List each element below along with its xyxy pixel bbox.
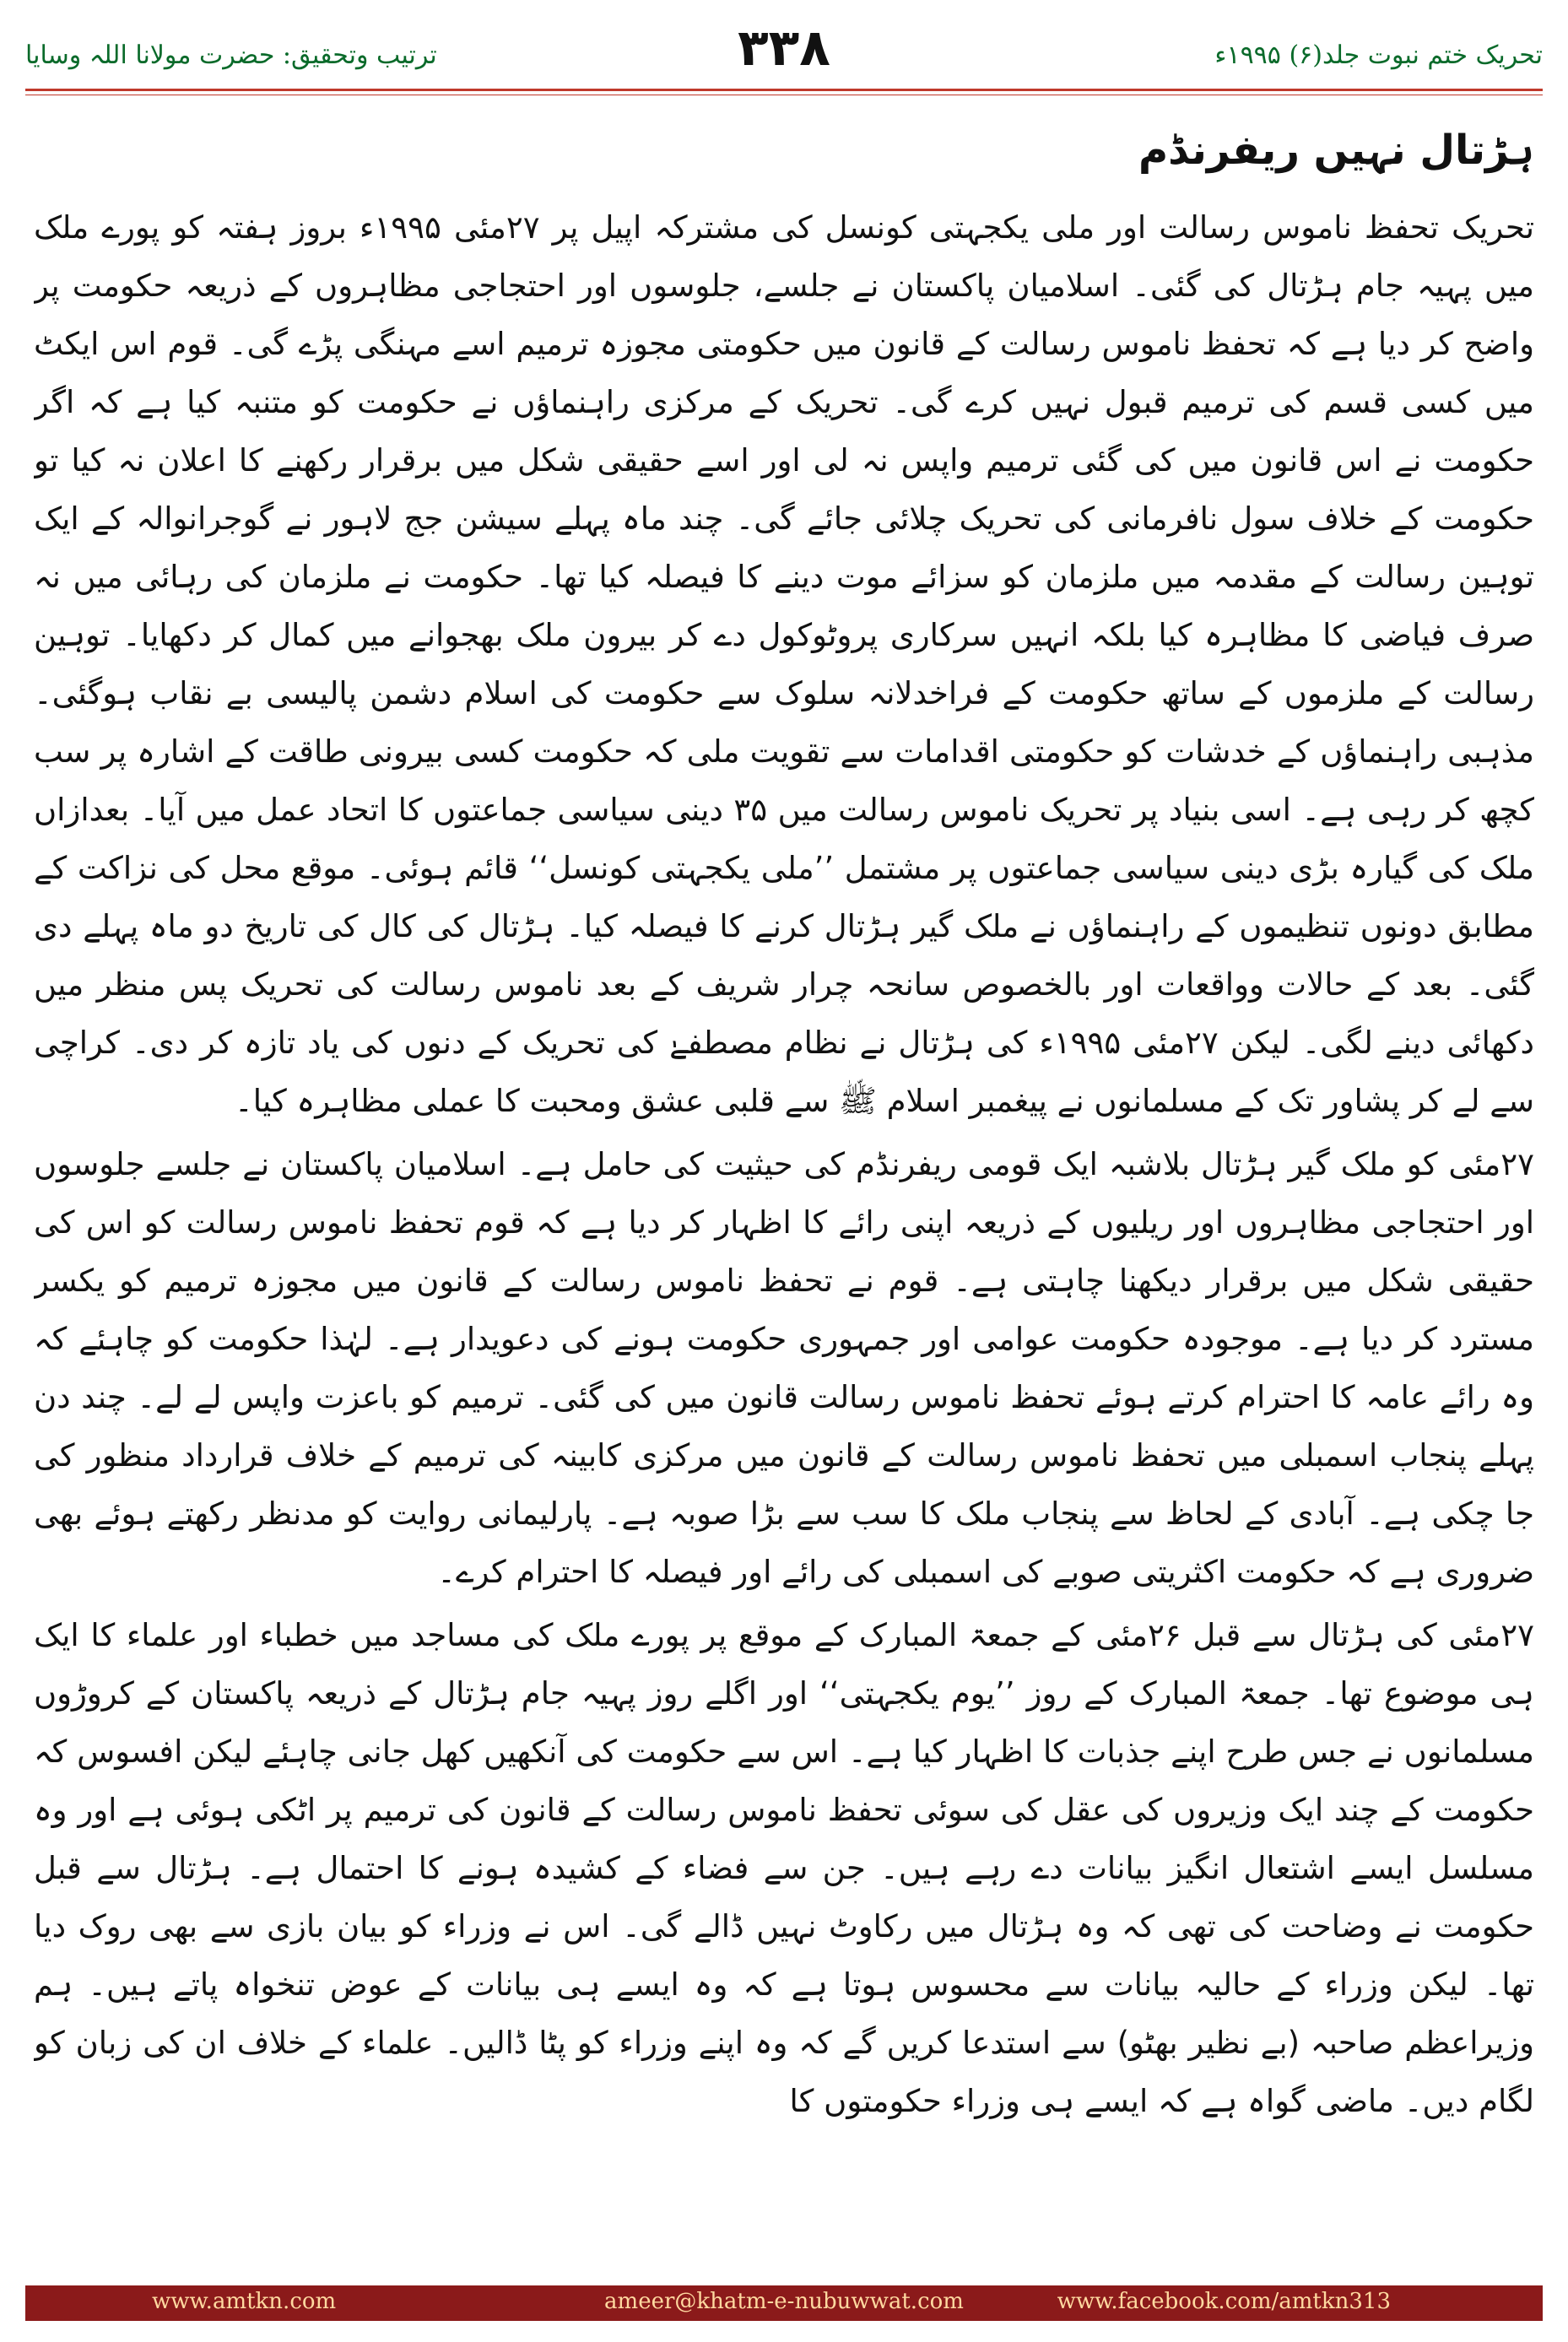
page-footer [25, 2285, 1543, 2321]
paragraph: ۲۷مئی کی ہڑتال سے قبل ۲۶مئی کے جمعۃ المبارک کے موقع پر پورے ملک کی مساجد میں خطباء اور علماء کا ایک ہی موضوع تھا۔ جمعۃ المبارک کے روز ’’یوم یکجہتی‘‘ اور اگلے روز پہیہ جام ہڑتال کے ذریعہ پاکستان کے کروڑوں مسلمانوں نے جس طرح اپنے جذبات کا اظہار کیا ہے۔ اس سے حکومت کی آنکھیں کھل جانی چاہئے لیکن افسوس کہ حکومت کے چند ایک وزیروں کی عقل کی سوئی تحفظ ناموس رسالت کے قانون کی ترمیم پر اٹکی ہوئی ہے اور وہ مسلسل ایسے اشتعال انگیز بیانات دے رہے ہیں۔ جن سے فضاء کے کشیدہ ہونے کا احتمال ہے۔ ہڑتال سے قبل حکومت نے وضاحت کی تھی کہ وہ ہڑتال میں رکاوٹ نہیں ڈالے گی۔ اس نے وزراء کو بیان بازی سے بھی روک دیا تھا۔ لیکن وزراء کے حالیہ بیانات سے محسوس ہوتا ہے کہ وہ ایسے ہی بیانات کے عوض تنخواہ پاتے ہیں۔ ہم وزیراعظم صاحبہ (بے نظیر بھٹو) سے استدعا کریں گے کہ وہ اپنے وزراء کو پٹا ڈالیں۔ علماء کے خلاف ان کی زبان کو لگام دیں۔ ماضی گواہ ہے کہ ایسے ہی وزراء حکومتوں کا [34, 1617, 1534, 2119]
book-title: تحریک ختم نبوت جلد(۶) ۱۹۹۵ء [1214, 41, 1543, 70]
email-link[interactable]: ameer@khatm-e-nubuwwat.com [604, 2289, 964, 2314]
website-link[interactable]: www.amtkn.com [152, 2289, 337, 2314]
article-body [34, 198, 1534, 2190]
compiler-credit: ترتیب وتحقیق: حضرت مولانا اللہ وسایا [25, 41, 437, 70]
page-header [25, 17, 1543, 84]
paragraph: ۲۷مئی کو ملک گیر ہڑتال بلاشبہ ایک قومی ریفرنڈم کی حیثیت کی حامل ہے۔ اسلامیان پاکستان نے جلسے جلوسوں اور احتجاجی مظاہروں اور ریلیوں کے ذریعہ اپنی رائے کا اظہار کر دیا ہے کہ قوم تحفظ ناموس رسالت کو اس کی حقیقی شکل میں برقرار دیکھنا چاہتی ہے۔ قوم نے تحفظ ناموس رسالت کے قانون میں مجوزہ ترمیم کو یکسر مسترد کر دیا ہے۔ موجودہ حکومت عوامی اور جمہوری حکومت ہونے کی دعویدار ہے۔ لہٰذا حکومت کو چاہئے کہ وہ رائے عامہ کا احترام کرتے ہوئے تحفظ ناموس رسالت قانون میں کی گئی۔ ترمیم کو باعزت واپس لے لے۔ چند دن پہلے پنجاب اسمبلی میں تحفظ ناموس رسالت کے قانون میں مرکزی کابینہ کی ترمیم کے خلاف قرارداد منظور کی جا چکی ہے۔ آبادی کے لحاظ سے پنجاب ملک کا سب سے بڑا صوبہ ہے۔ پارلیمانی روایت کو مدنظر رکھتے ہوئے بھی ضروری ہے کہ حکومت اکثریتی صوبے کی اسمبلی کی رائے اور فیصلہ کا احترام کرے۔ [34, 1146, 1534, 1590]
article-title: ہڑتال نہیں ریفرنڈم [1138, 127, 1534, 174]
facebook-link[interactable]: www.facebook.com/amtkn313 [1057, 2289, 1391, 2314]
header-divider [25, 89, 1543, 91]
page-number: ۳۳۸ [738, 19, 830, 78]
paragraph: تحریک تحفظ ناموس رسالت اور ملی یکجہتی کونسل کی مشترکہ اپیل پر ۲۷مئی ۱۹۹۵ء بروز ہفتہ کو پورے ملک میں پہیہ جام ہڑتال کی گئی۔ اسلامیان پاکستان نے جلسے، جلوسوں اور احتجاجی مظاہروں کے ذریعہ حکومت پر واضح کر دیا ہے کہ تحفظ ناموس رسالت کے قانون میں حکومتی مجوزہ ترمیم اسے مہنگی پڑے گی۔ قوم اس ایکٹ میں کسی قسم کی ترمیم قبول نہیں کرے گی۔ تحریک کے مرکزی راہنماؤں نے حکومت کو متنبہ کیا ہے کہ اگر حکومت نے اس قانون میں کی گئی ترمیم واپس نہ لی اور اسے حقیقی شکل میں برقرار رکھنے کا اعلان نہ کیا تو حکومت کے خلاف سول نافرمانی کی تحریک چلائی جائے گی۔ چند ماہ پہلے سیشن جج لاہور نے گوجرانوالہ کے ایک توہین رسالت کے مقدمہ میں ملزمان کو سزائے موت دینے کا فیصلہ کیا تھا۔ حکومت نے ملزمان کی رہائی میں نہ صرف فیاضی کا مظاہرہ کیا بلکہ انہیں سرکاری پروٹوکول دے کر بیرون ملک بھجوانے میں کمال کر دکھایا۔ توہین رسالت کے ملزموں کے ساتھ حکومت کے فراخدلانہ سلوک سے حکومت کی اسلام دشمن پالیسی بے نقاب ہوگئی۔ مذہبی راہنماؤں کے خدشات کو حکومتی اقدامات سے تقویت ملی کہ حکومت کسی بیرونی طاقت کے اشارہ پر سب کچھ کر رہی ہے۔ اسی بنیاد پر تحریک ناموس رسالت میں ۳۵ دینی سیاسی جماعتوں کا اتحاد عمل میں آیا۔ بعدازاں ملک کی گیارہ بڑی دینی سیاسی جماعتوں پر مشتمل ’’ملی یکجہتی کونسل‘‘ قائم ہوئی۔ موقع محل کی نزاکت کے مطابق دونوں تنظیموں کے راہنماؤں نے ملک گیر ہڑتال کرنے کا فیصلہ کیا۔ ہڑتال کی کال کی تاریخ دو ماہ پہلے دی گئی۔ بعد کے حالات وواقعات اور بالخصوص سانحہ چرار شریف کے بعد ناموس رسالت کی تحریک پس منظر میں دکھائی دینے لگی۔ لیکن ۲۷مئی ۱۹۹۵ء کی ہڑتال نے نظام مصطفےٰ کی تحریک کے دنوں کی یاد تازہ کر دی۔ کراچی سے لے کر پشاور تک کے مسلمانوں نے پیغمبر اسلام ﷺ سے قلبی عشق ومحبت کا عملی مظاہرہ کیا۔ [34, 209, 1534, 1119]
